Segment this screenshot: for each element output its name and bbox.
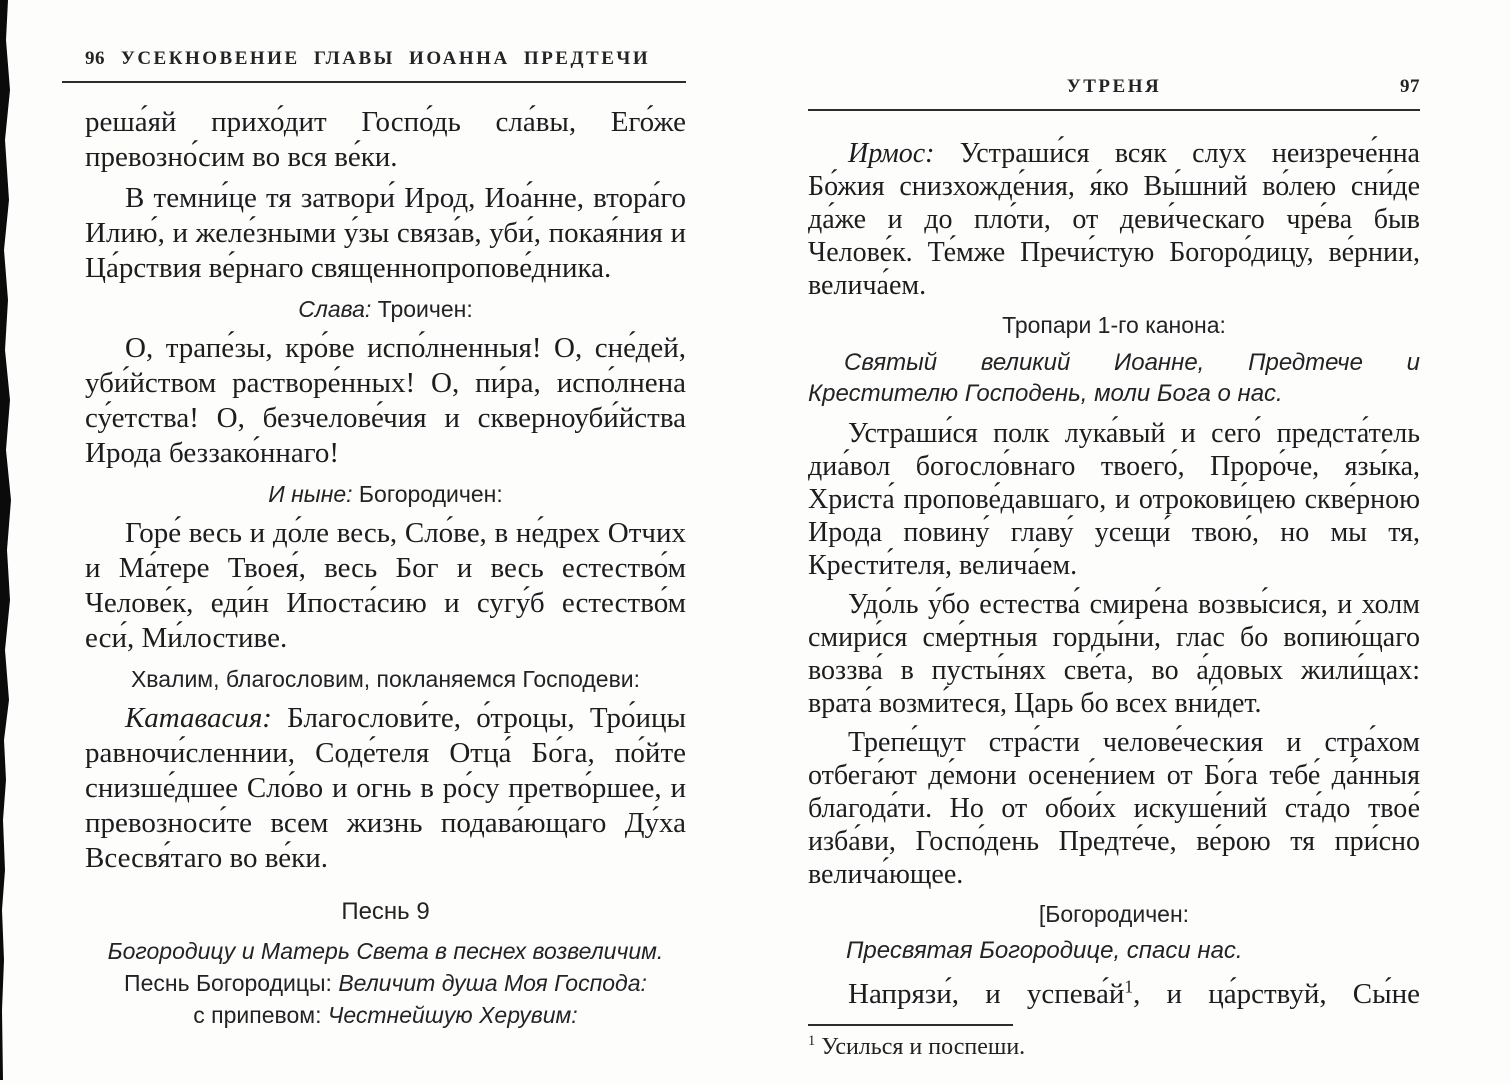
paragraph-text: Благослови́те, о́троцы, Тро́ицы равночи́сленнии, Соде́теля Отца́ Бо́га, по́йте снизше́дшее Сло́во и огнь в ро́су претво́ршее, и превозноси́те всем жизнь подава́ющаго Ду́ха Всесвя́таго во ве́ки. <box>85 702 686 874</box>
rubric-plain: Тропари 1-го канона: <box>1002 312 1226 338</box>
rubric-line <box>85 666 686 693</box>
footnote-text: Усилься и поспеши. <box>821 1034 1026 1060</box>
footnote <box>808 1033 1420 1061</box>
body-paragraph <box>808 137 1420 302</box>
rubric-plain: с припевом: <box>193 1002 328 1028</box>
verse-line <box>808 976 1420 1012</box>
body-paragraph <box>85 105 686 175</box>
rubric-plain: Песнь Богородицы: <box>124 970 339 996</box>
paragraph-text: О, трапе́зы, кро́ве испо́лненныя! О, сне́дей, уби́йством растворе́нных! О, пи́ра, испо́лнена су́етства! О, безчелове́чия и скверноуби́йства Ирода беззако́ннаго! <box>85 332 686 469</box>
body-paragraph <box>808 588 1420 720</box>
rubric-plain: Богородичен: <box>352 481 503 507</box>
scan-edge-shape <box>0 0 16 1080</box>
canticle-heading: Песнь 9 <box>341 898 430 925</box>
running-head-right <box>808 74 1420 100</box>
rubric-plain: [Богородичен: <box>1038 901 1190 927</box>
paragraph-text: В темни́це тя затвори́ Ирод, Иоа́нне, втора́го Илию́, и желе́зными у́зы связа́в, уби́, покая́ния и Ца́рствия ве́рнаго священнопропове́дника. <box>85 182 686 284</box>
page-left <box>85 46 686 1034</box>
body-paragraph <box>808 417 1420 582</box>
body-paragraph <box>808 726 1420 891</box>
paragraph-text: реша́яй прихо́дит Госпо́дь сла́вы, Его́же превозно́сим во вся ве́ки. <box>85 106 686 173</box>
paragraph-text: Устраши́ся полк лука́вый и сего́ предста́тель диа́вол богосло́внаго твоего́, Проро́че, язы́ка, Христа́ пропове́давшаго, и отрокови́цею скве́рною Ирода повину́ главу́ усещи́ твою́, но мы тя, Крести́теля, велича́ем. <box>808 418 1420 581</box>
rubric-line <box>85 1002 686 1029</box>
body-paragraph <box>85 516 686 656</box>
paragraph-text: Устраши́ся всяк слух неизрече́нна Бо́жия снизхожде́ния, я́ко Вы́шний во́лею сни́де да́же и до пло́ти, от деви́ческаго чре́ва быв Челове́к. Те́мже Пречи́стую Богоро́дицу, ве́рнии, велича́ем. <box>808 138 1420 301</box>
scan-edge <box>0 0 16 1080</box>
page-right <box>808 74 1420 1061</box>
rubric-italic: И ныне: <box>268 481 353 507</box>
page-number-right: 97 <box>1400 76 1420 97</box>
rubric-line <box>85 296 686 323</box>
refrain-line: Пресвятая Богородице, спаси нас. <box>846 937 1243 964</box>
verse-text: , и ца́рствуй, Сы́не <box>1133 978 1420 1010</box>
rubric-line <box>808 901 1420 928</box>
page-number-left: 96 <box>85 48 105 69</box>
verse-text: Напрязи́, и успева́й <box>848 978 1125 1010</box>
paragraph-text: Горе́ весь и до́ле весь, Сло́ве, в не́дрех Отчих и Ма́тере Твоея́, весь Бог и весь естество́м Челове́к, еди́н Ипоста́сию и сугу́б естество́м еси́, Ми́лостиве. <box>85 517 686 654</box>
rubric-italic: Богородицу и Матерь Света в песнех возвеличим. <box>107 938 664 964</box>
running-title-right: УТРЕНЯ <box>1066 76 1162 97</box>
header-rule-right <box>808 109 1420 111</box>
rubric-italic: Слава: <box>298 296 372 322</box>
footnote-rule <box>808 1024 1013 1026</box>
rubric-plain: Троичен: <box>371 296 473 322</box>
body-paragraph <box>85 331 686 471</box>
rubric-plain: Хвалим, благословим, покланяемся Господеви: <box>130 666 641 692</box>
body-paragraph <box>85 701 686 876</box>
rubric-line <box>85 938 686 965</box>
paragraph-text: Удо́ль у́бо естества́ смире́на возвы́сися, и холм смири́ся сме́ртныя горды́ни, глас бо вопию́щаго воззва́ в пусты́нях све́та, во а́довых жили́щах: врата́ возми́теся, Царь бо всех вни́дет. <box>808 589 1420 719</box>
footnote-marker-sup: 1 <box>808 1033 816 1049</box>
paragraph-lead-italic: Ирмос: <box>848 138 935 169</box>
header-rule-left <box>62 81 686 83</box>
rubric-line <box>85 970 686 997</box>
running-head-left <box>85 46 686 72</box>
rubric-line <box>85 481 686 508</box>
rubric-line <box>808 312 1420 339</box>
footnote-reference-sup: 1 <box>1124 976 1134 997</box>
paragraph-lead-italic: Катавасия: <box>125 702 272 734</box>
paragraph-text: Трепе́щут стра́сти челове́ческия и стра́хом отбега́ют де́мони осене́нием от Бо́га тебе́ да́нныя благода́ти. Но от обои́х искуше́ний ста́до твое́ изба́ви, Госпо́день Предте́че, ве́рою тя при́сно велича́ющее. <box>808 727 1420 890</box>
running-title-left: УСЕКНОВЕНИЕ ГЛАВЫ ИОАННА ПРЕДТЕЧИ <box>120 48 651 69</box>
rubric-italic: Честнейшую Херувим: <box>327 1002 578 1028</box>
rubric-italic: Величит душа Моя Господа: <box>338 970 647 996</box>
body-paragraph <box>85 181 686 286</box>
refrain-paragraph: Святый великий Иоанне, Предтече и Крестителю Господень, моли Бога о нас. <box>808 349 1420 407</box>
